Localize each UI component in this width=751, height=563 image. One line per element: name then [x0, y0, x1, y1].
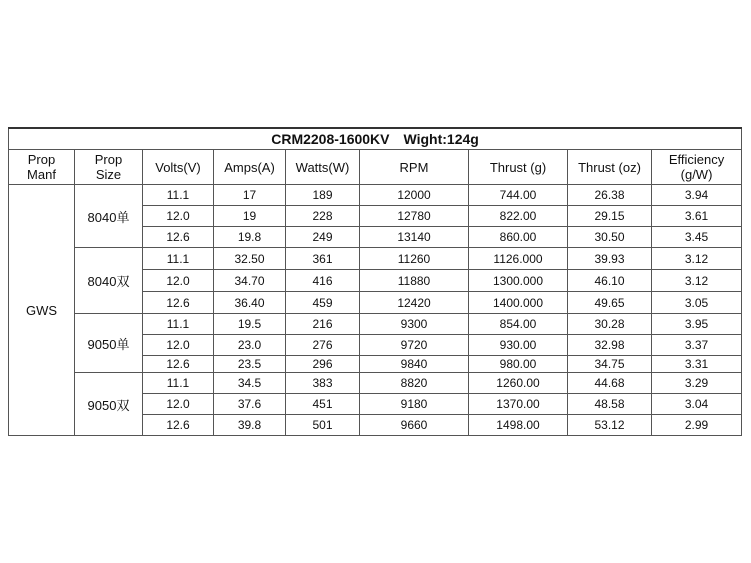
thrust-oz-cell: 32.98 — [568, 335, 652, 356]
amps-cell: 23.5 — [214, 356, 286, 373]
header-thrust-g: Thrust (g) — [469, 150, 568, 185]
thrust-g-cell: 854.00 — [469, 314, 568, 335]
header-thrust-oz: Thrust (oz) — [568, 150, 652, 185]
thrust-g-cell: 860.00 — [469, 227, 568, 248]
thrust-g-cell: 1300.000 — [469, 270, 568, 292]
thrust-oz-cell: 53.12 — [568, 415, 652, 436]
amps-cell: 34.70 — [214, 270, 286, 292]
volts-cell: 12.0 — [143, 206, 214, 227]
prop-size: 9050单 — [75, 314, 143, 373]
watts-cell: 451 — [286, 394, 360, 415]
prop-size: 9050双 — [75, 373, 143, 436]
watts-cell: 416 — [286, 270, 360, 292]
thrust-oz-cell: 30.28 — [568, 314, 652, 335]
amps-cell: 39.8 — [214, 415, 286, 436]
efficiency-cell: 3.12 — [652, 248, 742, 270]
amps-cell: 19.8 — [214, 227, 286, 248]
prop-manufacturer: GWS — [9, 185, 75, 436]
volts-cell: 11.1 — [143, 373, 214, 394]
efficiency-cell: 3.45 — [652, 227, 742, 248]
watts-cell: 216 — [286, 314, 360, 335]
thrust-oz-cell: 29.15 — [568, 206, 652, 227]
volts-cell: 11.1 — [143, 248, 214, 270]
thrust-oz-cell: 44.68 — [568, 373, 652, 394]
motor-performance-table — [8, 127, 742, 436]
watts-cell: 228 — [286, 206, 360, 227]
amps-cell: 34.5 — [214, 373, 286, 394]
efficiency-cell: 3.61 — [652, 206, 742, 227]
watts-cell: 361 — [286, 248, 360, 270]
rpm-cell: 11260 — [360, 248, 469, 270]
header-rpm: RPM — [360, 150, 469, 185]
volts-cell: 11.1 — [143, 185, 214, 206]
volts-cell: 12.6 — [143, 292, 214, 314]
header-amps: Amps(A) — [214, 150, 286, 185]
thrust-g-cell: 980.00 — [469, 356, 568, 373]
table-title — [9, 128, 742, 150]
volts-cell: 12.0 — [143, 270, 214, 292]
volts-cell: 12.0 — [143, 335, 214, 356]
watts-cell: 459 — [286, 292, 360, 314]
rpm-cell: 12780 — [360, 206, 469, 227]
thrust-g-cell: 822.00 — [469, 206, 568, 227]
rpm-cell: 9840 — [360, 356, 469, 373]
watts-cell: 249 — [286, 227, 360, 248]
motor-model: CRM2208-1600KV — [271, 131, 390, 147]
thrust-g-cell: 1126.000 — [469, 248, 568, 270]
thrust-g-cell: 1400.000 — [469, 292, 568, 314]
motor-weight: Wight:124g — [403, 131, 479, 147]
prop-size: 8040双 — [75, 248, 143, 314]
thrust-oz-cell: 30.50 — [568, 227, 652, 248]
header-prop-size: Prop Size — [75, 150, 143, 185]
volts-cell: 12.6 — [143, 415, 214, 436]
watts-cell: 189 — [286, 185, 360, 206]
volts-cell: 12.6 — [143, 227, 214, 248]
rpm-cell: 9180 — [360, 394, 469, 415]
thrust-g-cell: 1260.00 — [469, 373, 568, 394]
rpm-cell: 12000 — [360, 185, 469, 206]
thrust-oz-cell: 34.75 — [568, 356, 652, 373]
efficiency-cell: 3.95 — [652, 314, 742, 335]
efficiency-cell: 3.37 — [652, 335, 742, 356]
table-row — [9, 248, 742, 270]
amps-cell: 17 — [214, 185, 286, 206]
amps-cell: 19 — [214, 206, 286, 227]
efficiency-cell: 3.04 — [652, 394, 742, 415]
thrust-oz-cell: 26.38 — [568, 185, 652, 206]
volts-cell: 12.0 — [143, 394, 214, 415]
table-row — [9, 185, 742, 206]
rpm-cell: 12420 — [360, 292, 469, 314]
watts-cell: 383 — [286, 373, 360, 394]
thrust-oz-cell: 49.65 — [568, 292, 652, 314]
thrust-oz-cell: 39.93 — [568, 248, 652, 270]
rpm-cell: 9300 — [360, 314, 469, 335]
header-volts: Volts(V) — [143, 150, 214, 185]
amps-cell: 37.6 — [214, 394, 286, 415]
header-watts: Watts(W) — [286, 150, 360, 185]
rpm-cell: 13140 — [360, 227, 469, 248]
header-prop-manf: Prop Manf — [9, 150, 75, 185]
rpm-cell: 11880 — [360, 270, 469, 292]
rpm-cell: 9660 — [360, 415, 469, 436]
thrust-g-cell: 744.00 — [469, 185, 568, 206]
efficiency-cell: 3.12 — [652, 270, 742, 292]
thrust-oz-cell: 46.10 — [568, 270, 652, 292]
efficiency-cell: 2.99 — [652, 415, 742, 436]
efficiency-cell: 3.31 — [652, 356, 742, 373]
rpm-cell: 9720 — [360, 335, 469, 356]
amps-cell: 32.50 — [214, 248, 286, 270]
thrust-g-cell: 1498.00 — [469, 415, 568, 436]
thrust-oz-cell: 48.58 — [568, 394, 652, 415]
efficiency-cell: 3.29 — [652, 373, 742, 394]
watts-cell: 501 — [286, 415, 360, 436]
efficiency-cell: 3.94 — [652, 185, 742, 206]
watts-cell: 276 — [286, 335, 360, 356]
amps-cell: 36.40 — [214, 292, 286, 314]
prop-size: 8040单 — [75, 185, 143, 248]
volts-cell: 11.1 — [143, 314, 214, 335]
header-efficiency: Efficiency (g/W) — [652, 150, 742, 185]
amps-cell: 23.0 — [214, 335, 286, 356]
watts-cell: 296 — [286, 356, 360, 373]
volts-cell: 12.6 — [143, 356, 214, 373]
amps-cell: 19.5 — [214, 314, 286, 335]
thrust-g-cell: 930.00 — [469, 335, 568, 356]
thrust-g-cell: 1370.00 — [469, 394, 568, 415]
rpm-cell: 8820 — [360, 373, 469, 394]
efficiency-cell: 3.05 — [652, 292, 742, 314]
table-row — [9, 314, 742, 335]
table-row — [9, 373, 742, 394]
